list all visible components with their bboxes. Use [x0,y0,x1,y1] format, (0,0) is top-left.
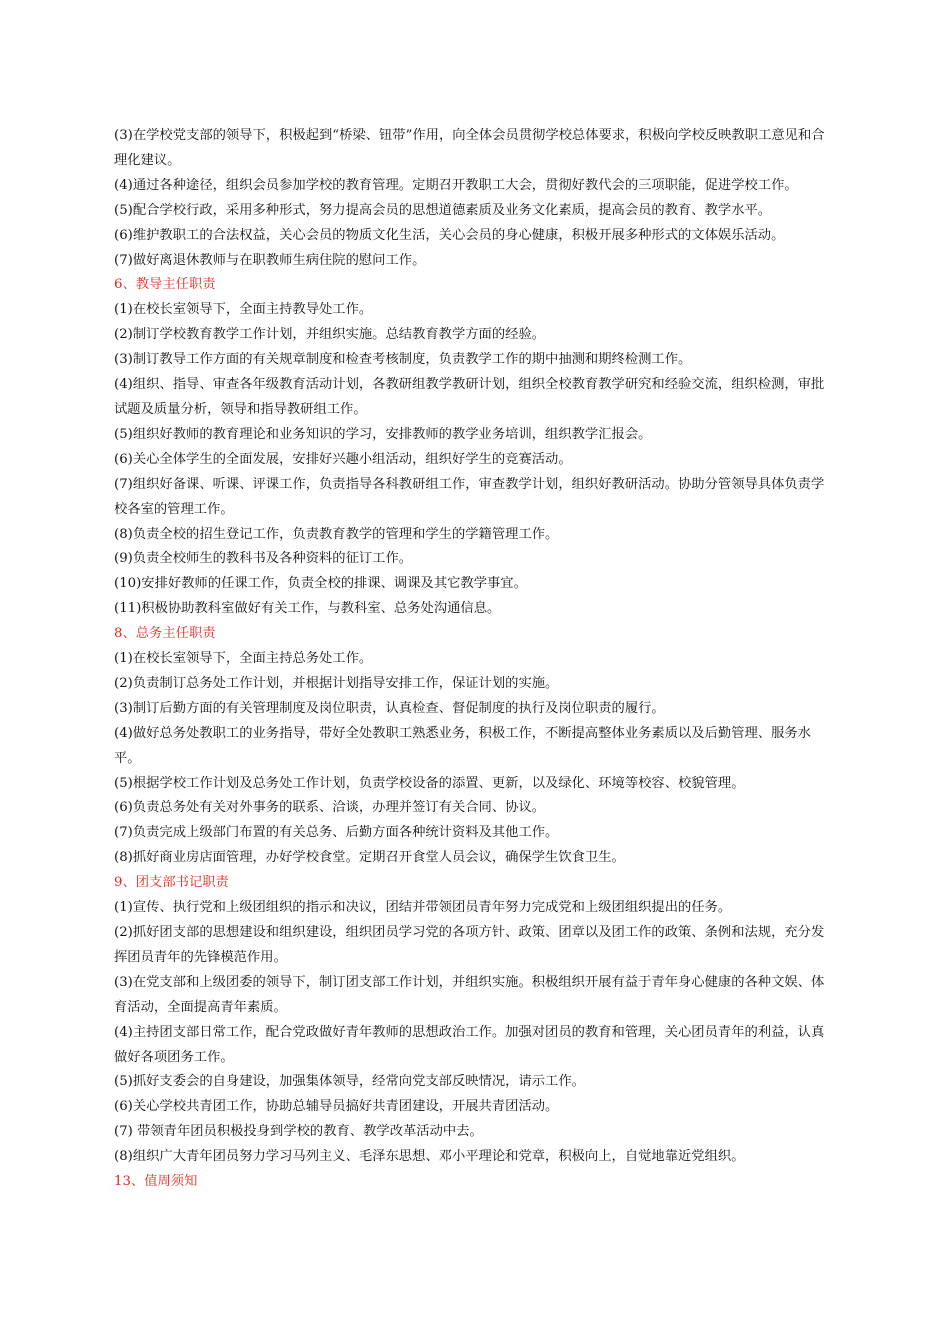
list-item: (7)负责完成上级部门布置的有关总务、后勤方面各种统计资料及其他工作。 [114,825,559,841]
paragraph: (3)在学校党支部的领导下，积极起到“桥梁、钮带”作用，向全体会员贯彻学校总体要求，积极向学校反映教职工意见和合理化建议。 [114,128,825,168]
list-item: (2)抓好团支部的思想建设和组织建设，组织团员学习党的各项方针、政策、团章以及团工作的政策、条例和法规，充分发挥团员青年的先锋模范作用。 [114,925,825,965]
paragraph: (5)配合学校行政，采用多种形式，努力提高会员的思想道德素质及业务文化素质，提高会员的教育、教学水平。 [114,202,772,218]
list-item: (8)组织广大青年团员努力学习马列主义、毛泽东思想、邓小平理论和党章，积极向上，自觉地靠近党组织。 [114,1149,745,1165]
list-item: (3)制订后勤方面的有关管理制度及岗位职责，认真检查、督促制度的执行及岗位职责的履行。 [114,700,665,716]
section-heading: 8、总务主任职责 [114,626,216,642]
section-league-secretary [114,871,834,1170]
list-item: (5)抓好支委会的自身建设，加强集体领导，经常向党支部反映情况，请示工作。 [114,1074,585,1090]
document-page [114,124,834,1195]
list-item: (6)负责总务处有关对外事务的联系、洽谈，办理并签订有关合同、协议。 [114,800,546,816]
list-item: (8)抓好商业房店面管理，办好学校食堂。定期召开食堂人员会议，确保学生饮食卫生。 [114,850,625,866]
list-item: (4)主持团支部日常工作，配合党政做好青年教师的思想政治工作。加强对团员的教育和管理，关心团员青年的利益，认真做好各项团务工作。 [114,1024,825,1065]
list-item: (9)负责全校师生的教科书及各种资料的征订工作。 [114,551,413,567]
list-item: (6)关心全体学生的全面发展，安排好兴趣小组活动，组织好学生的竞赛活动。 [114,451,572,467]
list-item: (3)在党支部和上级团委的领导下，制订团支部工作计划，并组织实施。积极组织开展有益于青年身心健康的各种文娱、体育活动，全面提高青年素质。 [114,974,825,1015]
list-item: (6)关心学校共青团工作，协助总辅导员搞好共青团建设，开展共青团活动。 [114,1099,559,1115]
list-item: (1)在校长室领导下，全面主持教导处工作。 [114,302,373,318]
section-heading: 13、值周须知 [114,1174,198,1190]
list-item: (7) 带领青年团员积极投身到学校的教育、教学改革活动中去。 [114,1124,483,1140]
intro-block [114,124,834,273]
list-item: (7)组织好备课、听课、评课工作，负责指导各科教研组工作，审查教学计划，组织好教研活动。协助分管领导具体负责学校各室的管理工作。 [114,476,825,517]
list-item: (1)宣传、执行党和上级团组织的指示和决议，团结并带领团员青年努力完成党和上级团组织提出的任务。 [114,900,732,916]
section-heading: 6、教导主任职责 [114,277,216,293]
list-item: (10)安排好教师的任课工作，负责全校的排课、调课及其它教学事宜。 [114,576,527,592]
list-item: (4)组织、指导、审查各年级教育活动计划，各教研组教学教研计划，组织全校教育教学研究和经验交流，组织检测，审批试题及质量分析，领导和指导教研组工作。 [114,377,825,417]
section-heading: 9、团支部书记职责 [114,875,229,891]
list-item: (4)做好总务处教职工的业务指导，带好全处教职工熟悉业务，积极工作，不断提高整体业务素质以及后勤管理、服务水平。 [114,725,811,766]
section-weekly-duty [114,1170,834,1195]
list-item: (2)负责制订总务处工作计划，并根据计划指导安排工作，保证计划的实施。 [114,675,559,691]
paragraph: (7)做好离退休教师与在职教师生病住院的慰问工作。 [114,252,426,268]
list-item: (5)组织好教师的教育理论和业务知识的学习，安排教师的教学业务培训，组织教学汇报会。 [114,426,652,442]
paragraph: (4)通过各种途径，组织会员参加学校的教育管理。定期召开教职工大会，贯彻好教代会的三项职能，促进学校工作。 [114,177,798,193]
list-item: (1)在校长室领导下，全面主持总务处工作。 [114,651,373,667]
list-item: (3)制订教导工作方面的有关规章制度和检查考核制度，负责教学工作的期中抽测和期终检测工作。 [114,352,692,368]
section-dean-of-studies [114,273,834,622]
list-item: (5)根据学校工作计划及总务处工作计划，负责学校设备的添置、更新，以及绿化、环境等校容、校貌管理。 [114,775,745,791]
list-item: (2)制订学校教育教学工作计划，并组织实施。总结教育教学方面的经验。 [114,327,546,343]
paragraph: (6)维护教职工的合法权益，关心会员的物质文化生活，关心会员的身心健康，积极开展多种形式的文体娱乐活动。 [114,227,785,243]
list-item: (11)积极协助教科室做好有关工作，与教科室、总务处沟通信息。 [114,601,501,617]
section-general-affairs [114,622,834,871]
list-item: (8)负责全校的招生登记工作，负责教育教学的管理和学生的学籍管理工作。 [114,526,559,542]
